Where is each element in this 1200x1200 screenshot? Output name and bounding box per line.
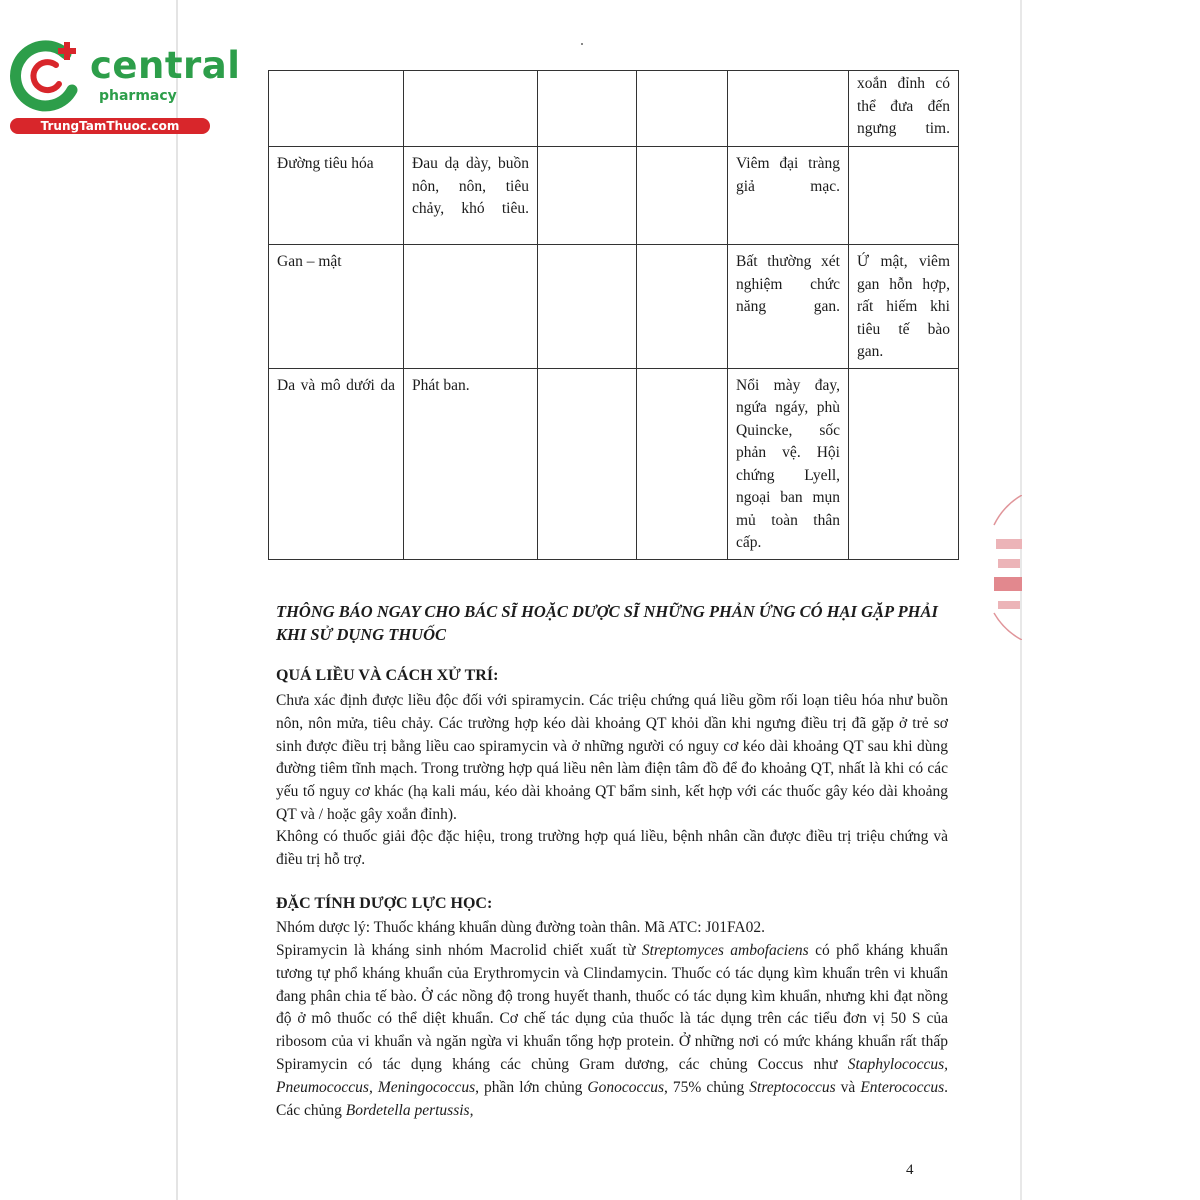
page-number: 4 [906, 1162, 914, 1178]
table-cell: Phát ban. [404, 368, 538, 559]
table-row [269, 368, 959, 559]
text-run: và [835, 1078, 861, 1096]
text-run: . Các chủng [276, 1078, 948, 1119]
overdose-heading: QUÁ LIỀU VÀ CÁCH XỬ TRÍ: [276, 667, 499, 684]
text-run: Spiramycin là kháng sinh nhóm Macrolid chiết xuất từ [276, 942, 642, 959]
table-cell [637, 245, 728, 369]
species-name: Streptomyces ambofaciens [641, 942, 809, 959]
table-row [269, 147, 959, 245]
table-cell: Nổi mày đay, ngứa ngáy, phù Quincke, sốc phản vệ. Hội chứng Lyell, ngoại ban mụn mủ toàn thân cấp. [728, 368, 849, 559]
pharmacodynamics-heading: ĐẶC TÍNH DƯỢC LỰC HỌC: [276, 895, 493, 912]
species-name: Staphylococcus, Pneumococcus, Meningococcus [276, 1055, 948, 1096]
logo-brand-text: central [90, 44, 241, 87]
pharmacodynamics-paragraph-2 [276, 940, 948, 1122]
table-cell [637, 368, 728, 559]
brand-logo[interactable] [10, 38, 241, 136]
species-name: Enterococcus [860, 1078, 945, 1096]
company-stamp-fragment [990, 495, 1022, 640]
table-cell: Bất thường xét nghiệm chức năng gan. [728, 245, 849, 369]
logo-sub-text: pharmacy [99, 88, 177, 104]
table-cell: Đau dạ dày, buồn nôn, nôn, tiêu chảy, khó tiêu. [404, 147, 538, 245]
species-name: Gonococcus [587, 1078, 665, 1096]
table-row [269, 245, 959, 369]
overdose-paragraph-1: Chưa xác định được liều độc đối với spiramycin. Các triệu chứng quá liều gồm rối loạn tiêu hóa như buồn nôn, nôn mửa, tiêu chảy. Các trường hợp kéo dài khoảng QT khỏi dần khi ngưng điều trị đã gặp ở trẻ sơ sinh được điều trị bằng liều cao spiramycin và ở những người có nguy cơ kéo dài khoảng QT sau khi dùng đường tiêm tĩnh mạch. Trong trường hợp quá liều nên làm điện tâm đồ để đo khoảng QT, nhất là khi có các yếu tố nguy cơ khác (hạ kali máu, kéo dài khoảng QT bẩm sinh, kết hợp với các thuốc gây kéo dài khoảng QT và / hoặc gây xoắn đỉnh). [276, 692, 948, 823]
table-cell [538, 245, 637, 369]
table-cell: Ứ mật, viêm gan hỗn hợp, rất hiếm khi tiêu tế bào gan. [849, 245, 959, 369]
logo-site-banner: TrungTamThuoc.com [10, 118, 210, 134]
table-cell [538, 368, 637, 559]
overdose-paragraph-2: Không có thuốc giải độc đặc hiệu, trong trường hợp quá liều, bệnh nhân cần được điều trị triệu chứng và điều trị hỗ trợ. [276, 828, 948, 868]
pharmacodynamics-paragraph-1: Nhóm dược lý: Thuốc kháng khuẩn dùng đường toàn thân. Mã ATC: J01FA02. [276, 919, 765, 936]
species-name: Bordetella pertussis, [345, 1101, 474, 1119]
table-cell: Gan – mật [269, 245, 404, 369]
scan-edge-left [176, 0, 178, 1200]
report-notice: THÔNG BÁO NGAY CHO BÁC SĨ HOẶC DƯỢC SĨ NHỮNG PHẢN ỨNG CÓ HẠI GẶP PHẢI KHI SỬ DỤNG THUỐC [276, 602, 938, 644]
adverse-effects-table [268, 70, 959, 560]
table-cell [538, 71, 637, 147]
table-cell [637, 147, 728, 245]
table-cell: Da và mô dưới da [269, 368, 404, 559]
table-cell [269, 71, 404, 147]
table-cell: Viêm đại tràng giả mạc. [728, 147, 849, 245]
table-cell [849, 368, 959, 559]
table-cell [538, 147, 637, 245]
table-cell: Đường tiêu hóa [269, 147, 404, 245]
table-cell [849, 147, 959, 245]
table-cell [404, 71, 538, 147]
species-name: Streptococcus [749, 1078, 836, 1096]
text-run: có phổ kháng khuẩn tương tự phổ kháng khuẩn của Erythromycin và Clindamycin. Thuốc có tác dụng kìm khuẩn trên vi khuẩn đang phân chia tế bào. Ở các nồng độ trong huyết thanh, thuốc có tác dụng kìm khuẩn, nhưng khi đạt nồng độ ở mô thuốc có thể diệt khuẩn. Cơ chế tác dụng của thuốc là tác dụng trên các tiểu đơn vị 50 S của ribosom của vi khuẩn và ngăn ngừa vi khuẩn tổng hợp protein. Ở những nơi có mức kháng khuẩn rất thấp Spiramycin có tác dụng kháng các chủng Gram dương, các chủng Coccus như [276, 942, 948, 1073]
text-run: , 75% chủng [664, 1078, 750, 1096]
scan-speck [581, 43, 583, 45]
table-row [269, 71, 959, 147]
table-cell [637, 71, 728, 147]
logo-c-icon [10, 38, 86, 114]
table-cell [728, 71, 849, 147]
table-cell [404, 245, 538, 369]
text-run: , phần lớn chủng [475, 1078, 588, 1096]
table-cell: xoắn đỉnh có thể đưa đến ngưng tim. [849, 71, 959, 147]
